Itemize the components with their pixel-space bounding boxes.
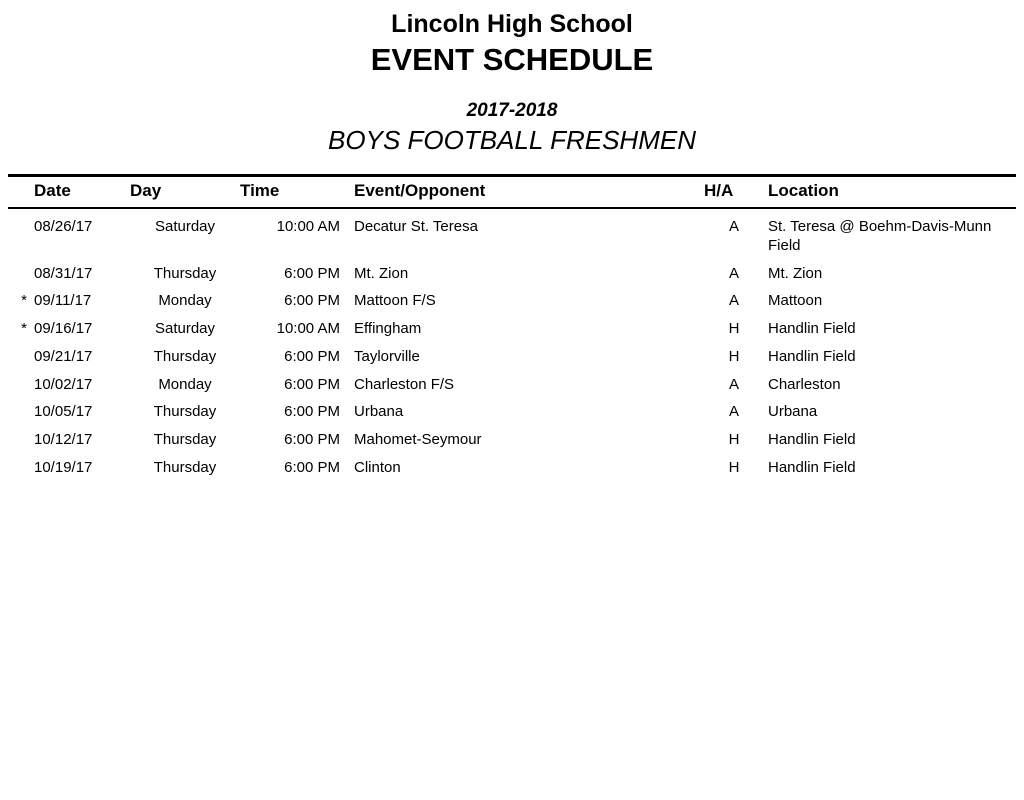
event-opponent: Clinton: [354, 458, 401, 476]
event-home-away: A: [728, 264, 739, 282]
event-location: Charleston: [768, 375, 841, 393]
event-star: [8, 208, 34, 261]
event-date: 09/21/17: [34, 347, 93, 365]
event-date: 09/11/17: [34, 292, 92, 310]
table-row: [8, 372, 1016, 400]
event-home-away: A: [728, 375, 739, 393]
document-header: [0, 0, 1024, 156]
event-home-away: A: [728, 403, 739, 421]
event-home-away: H: [728, 431, 740, 449]
event-day: Thursday: [153, 264, 217, 282]
event-location: Handlin Field: [768, 320, 856, 338]
event-opponent: Urbana: [354, 403, 404, 421]
event-date: 09/16/17: [34, 320, 93, 338]
event-opponent: Charleston F/S: [354, 375, 455, 393]
event-date: 10/12/17: [34, 431, 93, 449]
event-star: [8, 372, 34, 400]
table-header: [8, 176, 1016, 209]
table-row: [8, 344, 1016, 372]
schedule-table: [8, 174, 1016, 483]
event-opponent: Mt. Zion: [354, 264, 409, 282]
column-header-star: [8, 176, 34, 209]
table-row: [8, 455, 1016, 483]
table-row: [8, 288, 1016, 316]
school-name: Lincoln High School: [391, 10, 633, 38]
table-body: [8, 208, 1016, 483]
event-day: Thursday: [153, 458, 217, 476]
event-date: 10/19/17: [34, 458, 93, 476]
event-star: *: [21, 320, 27, 338]
event-date: 08/26/17: [34, 218, 93, 236]
event-home-away: A: [728, 292, 739, 310]
event-star: [8, 427, 34, 455]
event-time: 10:00 AM: [276, 320, 340, 338]
event-time: 6:00 PM: [284, 375, 340, 393]
event-location: Mt. Zion: [768, 264, 823, 282]
event-day: Saturday: [154, 320, 216, 338]
event-opponent: Taylorville: [354, 347, 420, 365]
column-header-ha: H/A: [704, 176, 764, 209]
column-header-day: Day: [130, 176, 240, 209]
event-location: Urbana: [768, 403, 818, 421]
event-location: Handlin Field: [768, 431, 856, 449]
event-star: [8, 344, 34, 372]
event-location: St. Teresa @ Boehm-Davis-Munn Field: [768, 218, 992, 254]
event-opponent: Mattoon F/S: [354, 292, 436, 310]
event-time: 10:00 AM: [276, 218, 340, 236]
event-day: Saturday: [154, 218, 216, 236]
table-row: [8, 261, 1016, 289]
sport-label: BOYS FOOTBALL FRESHMEN: [328, 124, 696, 155]
event-home-away: H: [728, 320, 740, 338]
event-time: 6:00 PM: [284, 347, 340, 365]
column-header-time: Time: [240, 176, 350, 209]
event-date: 10/02/17: [34, 375, 93, 393]
event-day: Thursday: [153, 431, 217, 449]
event-star: *: [21, 292, 27, 310]
event-time: 6:00 PM: [284, 431, 340, 449]
schedule-table-wrapper: [8, 174, 1016, 483]
table-row: [8, 208, 1016, 261]
event-opponent: Mahomet-Seymour: [354, 431, 482, 449]
event-opponent: Effingham: [354, 320, 422, 338]
event-time: 6:00 PM: [284, 403, 340, 421]
column-header-date: Date: [34, 176, 130, 209]
event-star: [8, 455, 34, 483]
event-day: Thursday: [153, 347, 217, 365]
table-header-row: [8, 176, 1016, 209]
event-time: 6:00 PM: [284, 458, 340, 476]
event-day: Monday: [158, 292, 212, 310]
event-opponent: Decatur St. Teresa: [354, 218, 478, 236]
event-home-away: H: [728, 458, 740, 476]
season-label: 2017-2018: [466, 99, 558, 121]
event-date: 10/05/17: [34, 403, 93, 421]
column-header-location: Location: [764, 176, 1016, 209]
event-location: Mattoon: [768, 292, 823, 310]
table-row: [8, 399, 1016, 427]
event-home-away: A: [728, 218, 739, 236]
event-star: [8, 261, 34, 289]
event-home-away: H: [728, 347, 740, 365]
event-day: Monday: [158, 375, 212, 393]
page-title: EVENT SCHEDULE: [370, 41, 654, 77]
event-time: 6:00 PM: [284, 264, 340, 282]
event-location: Handlin Field: [768, 347, 856, 365]
event-day: Thursday: [153, 403, 217, 421]
event-time: 6:00 PM: [284, 292, 340, 310]
event-date: 08/31/17: [34, 264, 93, 282]
table-row: [8, 427, 1016, 455]
column-header-event: Event/Opponent: [350, 176, 704, 209]
event-location: Handlin Field: [768, 458, 856, 476]
table-row: [8, 316, 1016, 344]
event-star: [8, 399, 34, 427]
